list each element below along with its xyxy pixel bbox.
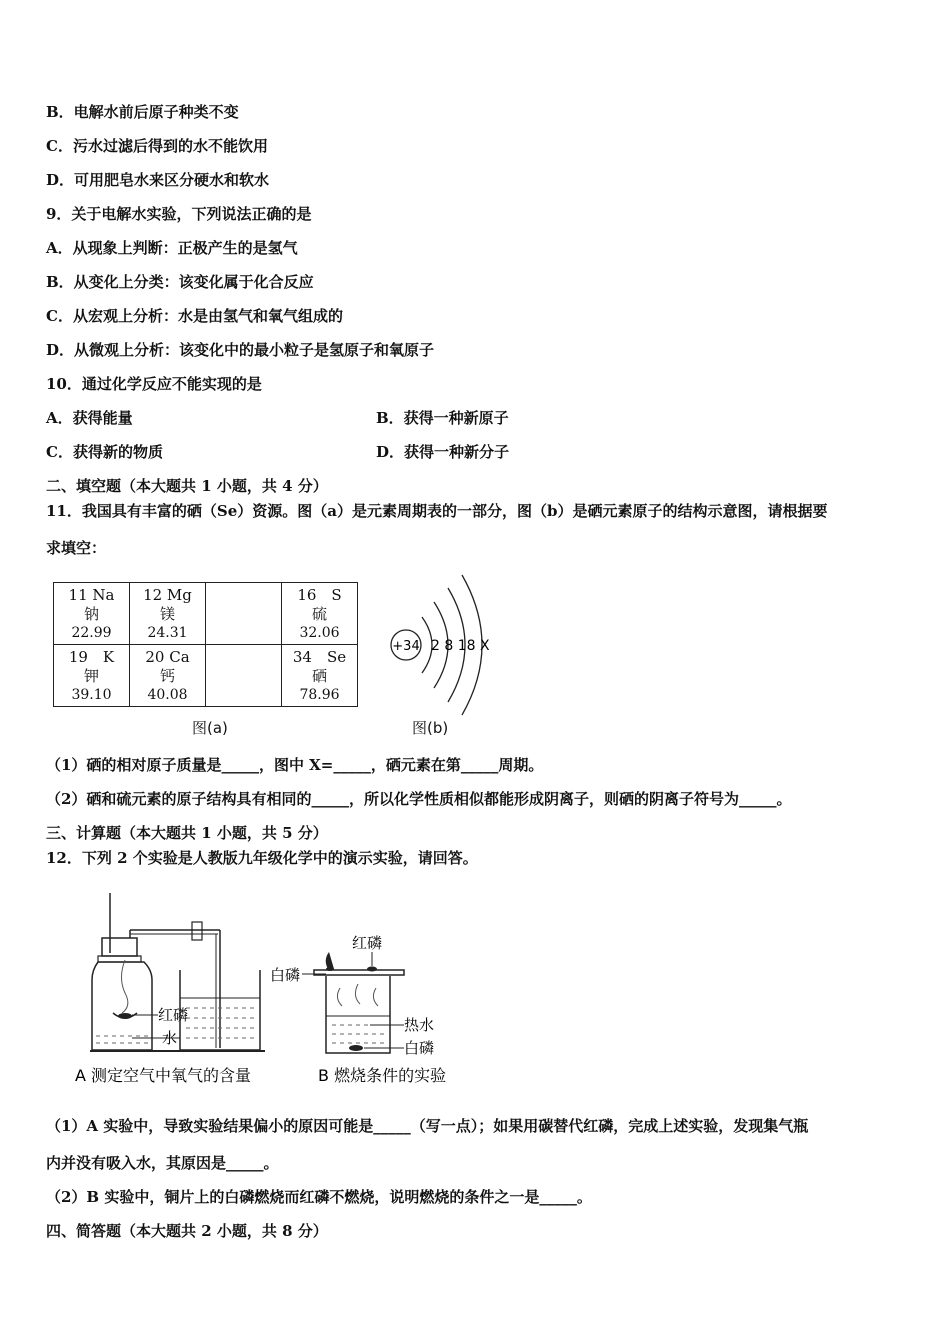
caption-experiment-b: B 燃烧条件的实验: [318, 1066, 447, 1085]
option-9d: D．从微观上分析：该变化中的最小粒子是氢原子和氧原子: [46, 341, 435, 359]
cell-mass: 22.99: [71, 625, 112, 641]
caption-figure-a: 图(a): [192, 719, 228, 737]
white-phosphorus-burning: [326, 967, 334, 971]
question-11-line2: 求填空：: [46, 539, 107, 557]
option-10c: C．获得新的物质: [46, 443, 163, 461]
option-9a: A．从现象上判断：正极产生的是氢气: [46, 239, 298, 257]
beaker-b: [326, 976, 390, 1053]
cell-empty: [206, 583, 282, 645]
cell-k: [54, 645, 130, 707]
question-9: 9．关于电解水实验，下列说法正确的是: [46, 205, 312, 223]
option-10b: B．获得一种新原子: [376, 409, 509, 427]
steam-lines: [337, 984, 378, 1006]
cell-mass: 78.96: [299, 687, 340, 703]
cell-na: [54, 583, 130, 645]
label-red-phosphorus-b: 红磷: [352, 934, 383, 952]
option-8d: D．可用肥皂水来区分硬水和软水: [46, 171, 270, 189]
experiment-a: [75, 893, 265, 1085]
option-10a: A．获得能量: [46, 409, 133, 427]
cell-number: 12 Mg: [143, 586, 192, 604]
cell-ca: [130, 645, 206, 707]
caption-experiment-a: A 测定空气中氧气的含量: [75, 1066, 252, 1085]
label-white-phosphorus-top: 白磷: [270, 966, 301, 984]
question-12-part2: （2）B 实验中，铜片上的白磷燃烧而红磷不燃烧，说明燃烧的条件之一是_____。: [46, 1188, 592, 1206]
atom-structure-diagram: [380, 570, 510, 720]
question-12-part1-line2: 内并没有吸入水，其原因是_____。: [46, 1154, 279, 1172]
label-water-a: 水: [162, 1029, 178, 1047]
cell-number: 11 Na: [68, 586, 115, 604]
label-red-phosphorus-a: 红磷: [158, 1006, 189, 1024]
caption-figure-b: 图(b): [412, 719, 449, 737]
question-11-part2: （2）硒和硫元素的原子结构具有相同的_____，所以化学性质相似都能形成阴离子，则硒的阴离子符号为_____。: [46, 790, 792, 808]
copper-plate: [314, 970, 404, 975]
cell-number: 34 Se: [292, 648, 347, 666]
cell-name: 硫: [311, 605, 327, 623]
cell-mass: 39.10: [71, 687, 112, 703]
white-phosphorus-underwater: [349, 1045, 363, 1051]
experiment-b: [270, 934, 446, 1085]
stopper: [102, 938, 137, 956]
smoke-lines: [122, 960, 128, 1013]
question-11-line1: 11．我国具有丰富的硒（Se）资源。图（a）是元素周期表的一部分，图（b）是硒元素原子的结构示意图，请根据要: [46, 502, 828, 520]
cell-mass: 24.31: [147, 625, 188, 641]
cell-name: 镁: [159, 605, 175, 623]
flame: [326, 952, 334, 969]
label-white-phosphorus-bottom: 白磷: [404, 1039, 435, 1057]
shell-electrons: 2 8 18 X: [431, 638, 490, 654]
cell-name: 硒: [311, 667, 327, 685]
cell-mg: [130, 583, 206, 645]
question-10: 10．通过化学反应不能实现的是: [46, 375, 262, 393]
clamp: [192, 922, 202, 940]
cell-name: 钾: [83, 667, 99, 685]
red-phosphorus-a: [118, 1013, 132, 1019]
section-3-heading: 三、计算题（本大题共 1 小题，共 5 分）: [46, 824, 328, 842]
bottle-neck: [98, 956, 141, 962]
red-phosphorus-b: [367, 967, 377, 972]
cell-name: 钠: [83, 605, 99, 623]
cell-empty: [206, 645, 282, 707]
periodic-table: [53, 582, 358, 707]
cell-s: [282, 583, 358, 645]
experiment-diagram: [70, 888, 490, 1098]
cell-name: 钙: [159, 667, 175, 685]
cell-number: 19 K: [68, 648, 115, 666]
cell-number: 20 Ca: [145, 648, 190, 666]
option-8b: B．电解水前后原子种类不变: [46, 103, 239, 121]
question-11-part1: （1）硒的相对原子质量是_____，图中 X=_____，硒元素在第_____周期。: [46, 756, 544, 774]
label-hot-water: 热水: [404, 1016, 435, 1034]
option-9c: C．从宏观上分析：水是由氢气和氧气组成的: [46, 307, 343, 325]
section-2-heading: 二、填空题（本大题共 1 小题，共 4 分）: [46, 477, 328, 495]
cell-mass: 32.06: [299, 625, 340, 641]
cell-number: 16 S: [297, 586, 342, 604]
option-9b: B．从变化上分类：该变化属于化合反应: [46, 273, 314, 291]
option-8c: C．污水过滤后得到的水不能饮用: [46, 137, 268, 155]
cell-mass: 40.08: [147, 687, 188, 703]
section-4-heading: 四、简答题（本大题共 2 小题，共 8 分）: [46, 1222, 328, 1240]
question-12: 12．下列 2 个实验是人教版九年级化学中的演示实验，请回答。: [46, 849, 478, 867]
cell-se: [282, 645, 358, 707]
nucleus-charge: +34: [392, 639, 420, 654]
question-12-part1-line1: （1）A 实验中，导致实验结果偏小的原因可能是_____（写一点）；如果用碳替代红磷，完成上述实验，发现集气瓶: [46, 1117, 809, 1135]
option-10d: D．获得一种新分子: [376, 443, 510, 461]
